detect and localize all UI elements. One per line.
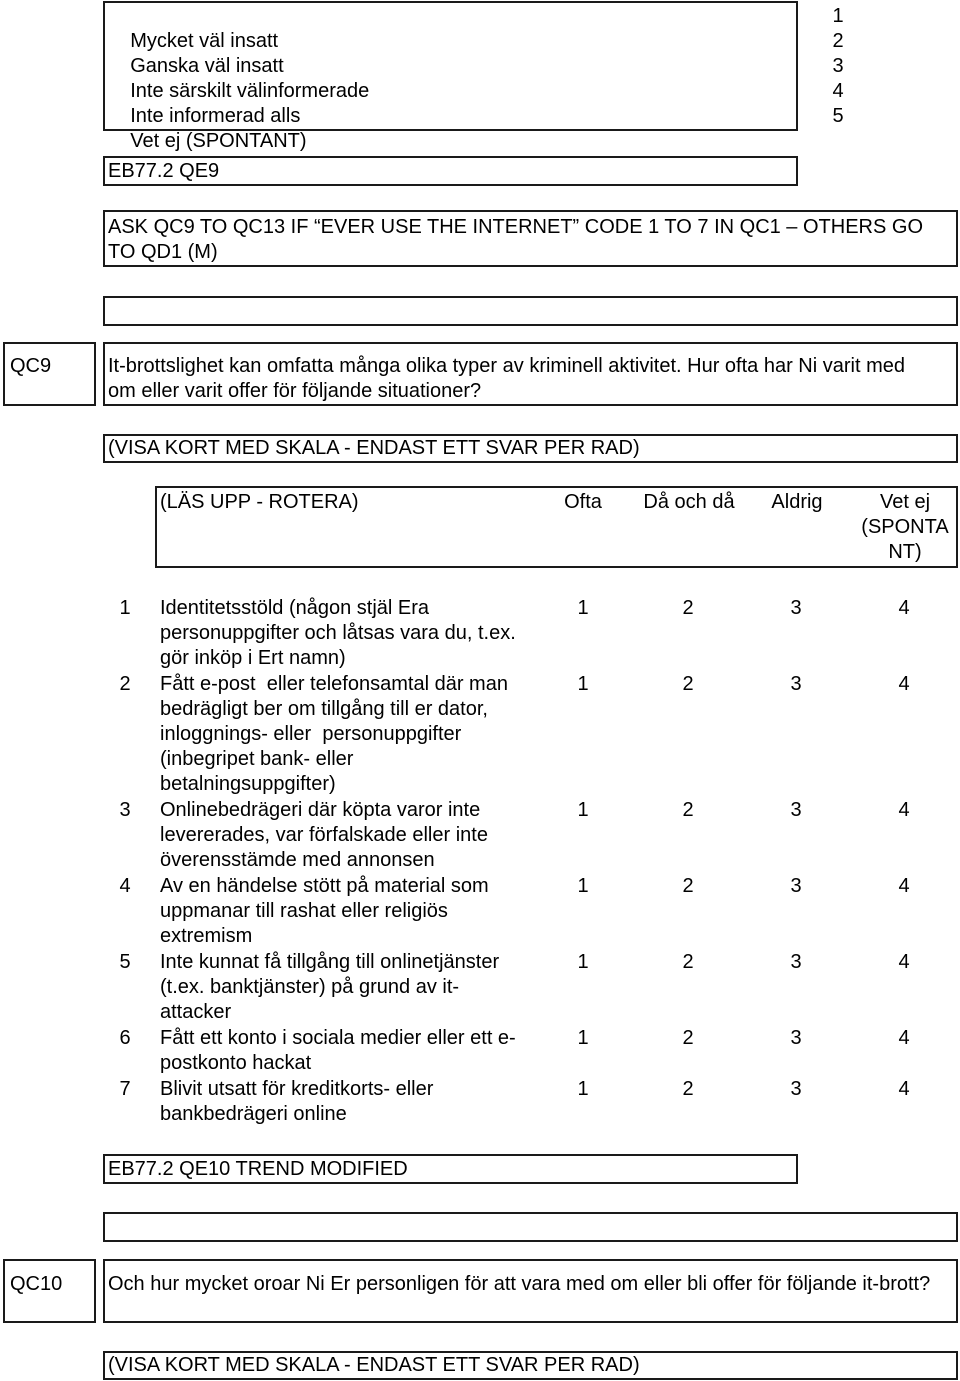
grid-item-row	[0, 874, 960, 949]
grid-item-line: gör inköp i Ert namn)	[160, 647, 346, 669]
grid-item-row	[0, 798, 960, 873]
grid-item-number: 4	[119, 875, 131, 897]
grid-item-code: 4	[898, 673, 910, 695]
grid-item-line: personuppgifter och låtsas vara du, t.ex.	[160, 622, 516, 644]
question-line: om eller varit offer för följande situationer?	[108, 380, 482, 402]
grid-item-line: uppmanar till rashat eller religiös	[160, 900, 448, 922]
question-line: It-brottslighet kan omfatta många olika typer av kriminell aktivitet. Hur ofta har Ni varit med	[108, 355, 905, 377]
grid-item-code: 3	[790, 673, 802, 695]
answer-scale-box	[103, 1, 844, 152]
grid-header-item-label: (LÄS UPP - ROTERA)	[160, 491, 359, 513]
grid-item-code: 3	[790, 799, 802, 821]
grid-item-line: (inbegripet bank- eller	[160, 748, 354, 770]
grid-item-code: 3	[790, 951, 802, 973]
grid-item-line: bedrägligt ber om tillgång till er dator,	[160, 698, 488, 720]
grid-item-number: 2	[119, 673, 131, 695]
source-reference-qe10	[103, 1154, 798, 1184]
source-reference-text: EB77.2 QE9	[108, 160, 220, 182]
grid-item-code: 3	[790, 597, 802, 619]
grid-header-column-dont-know	[855, 490, 955, 565]
grid-header	[155, 486, 958, 568]
answer-option-code: 2	[832, 30, 844, 52]
grid-item-code: 4	[898, 875, 910, 897]
grid-item-line: Fått e-post eller telefonsamtal där man	[160, 673, 508, 695]
source-reference-text: EB77.2 QE10 TREND MODIFIED	[108, 1158, 408, 1180]
grid-item-line: Onlinebedrägeri där köpta varor inte	[160, 799, 481, 821]
grid-item-line: Inte kunnat få tillgång till onlinetjänster	[160, 951, 500, 973]
question-line: Och hur mycket oroar Ni Er personligen för att vara med om eller bli offer för följande it-brott?	[108, 1273, 931, 1295]
qc9-item-list	[0, 596, 960, 1128]
grid-item-line: (t.ex. banktjänster) på grund av it-	[160, 976, 460, 998]
filter-instruction-line: TO QD1 (M)	[108, 241, 218, 263]
grid-item-line: bankbedrägeri online	[160, 1103, 347, 1125]
grid-item-number: 6	[119, 1027, 131, 1049]
grid-item-code: 1	[577, 673, 589, 695]
answer-option-code: 1	[832, 5, 844, 27]
grid-item-text	[160, 798, 550, 873]
filter-instruction-line: ASK QC9 TO QC13 IF “EVER USE THE INTERNET” CODE 1 TO 7 IN QC1 – OTHERS GO	[108, 216, 923, 238]
answer-option-label: Inte särskilt välinformerade	[130, 80, 370, 102]
grid-item-code: 3	[790, 875, 802, 897]
grid-item-code: 3	[790, 1078, 802, 1100]
answer-option	[108, 4, 844, 52]
grid-item-code: 3	[790, 1027, 802, 1049]
question-id-qc10	[3, 1259, 96, 1323]
grid-header-column-often: Ofta	[564, 491, 602, 513]
grid-item-text	[160, 950, 550, 1025]
grid-item-line: attacker	[160, 1001, 232, 1023]
card-instruction-text: (VISA KORT MED SKALA - ENDAST ETT SVAR PER RAD)	[108, 437, 640, 459]
question-id-qc9	[3, 342, 96, 406]
grid-item-text	[160, 672, 550, 797]
answer-option-code: 4	[832, 80, 844, 102]
answer-option-label: Ganska väl insatt	[130, 55, 284, 77]
grid-item-number: 1	[119, 597, 131, 619]
grid-item-row	[0, 1077, 960, 1127]
grid-item-code: 4	[898, 1027, 910, 1049]
empty-box	[103, 1212, 958, 1242]
grid-item-line: överensstämde med annonsen	[160, 849, 435, 871]
source-reference-qe9	[103, 156, 798, 186]
grid-item-code: 1	[577, 1078, 589, 1100]
grid-item-code: 4	[898, 597, 910, 619]
grid-header-column-never: Aldrig	[771, 491, 823, 513]
grid-item-row	[0, 596, 960, 671]
grid-item-code: 4	[898, 951, 910, 973]
grid-header-column-sometimes: Då och då	[643, 491, 735, 513]
card-instruction-qc9	[103, 434, 958, 463]
answer-option-label: Inte informerad alls	[130, 105, 301, 127]
grid-item-line: postkonto hackat	[160, 1052, 312, 1074]
grid-item-code: 2	[682, 1027, 694, 1049]
grid-item-code: 4	[898, 1078, 910, 1100]
card-instruction-text: (VISA KORT MED SKALA - ENDAST ETT SVAR PER RAD)	[108, 1354, 640, 1376]
answer-option-code: 3	[832, 55, 844, 77]
grid-item-row	[0, 1026, 960, 1076]
grid-item-code: 2	[682, 799, 694, 821]
grid-item-text	[160, 1077, 550, 1127]
grid-item-text	[160, 596, 550, 671]
question-text-qc10	[103, 1259, 958, 1323]
grid-item-code: 2	[682, 597, 694, 619]
grid-item-code: 2	[682, 951, 694, 973]
grid-item-number: 7	[119, 1078, 131, 1100]
grid-item-line: levererades, var förfalskade eller inte	[160, 824, 488, 846]
grid-item-number: 3	[119, 799, 131, 821]
question-id-text: QC9	[10, 355, 52, 377]
grid-item-line: extremism	[160, 925, 253, 947]
grid-item-row	[0, 950, 960, 1025]
grid-item-code: 1	[577, 875, 589, 897]
question-text-qc9	[103, 342, 958, 406]
grid-item-code: 2	[682, 673, 694, 695]
grid-item-code: 1	[577, 597, 589, 619]
grid-item-text	[160, 1026, 550, 1076]
grid-item-code: 2	[682, 875, 694, 897]
answer-option	[108, 54, 844, 102]
grid-item-line: Identitetsstöld (någon stjäl Era	[160, 597, 430, 619]
grid-item-number: 5	[119, 951, 131, 973]
question-id-text: QC10	[10, 1273, 63, 1295]
answer-option	[108, 29, 844, 77]
grid-item-line: Blivit utsatt för kreditkorts- eller	[160, 1078, 434, 1100]
grid-item-code: 1	[577, 951, 589, 973]
grid-item-code: 2	[682, 1078, 694, 1100]
grid-item-line: inloggnings- eller personuppgifter	[160, 723, 462, 745]
answer-option-label: Mycket väl insatt	[130, 30, 279, 52]
answer-option-label: Vet ej (SPONTANT)	[130, 130, 307, 152]
grid-item-code: 4	[898, 799, 910, 821]
grid-header-dont-know-line: NT)	[888, 541, 922, 563]
empty-box	[103, 296, 958, 326]
grid-header-dont-know-line: (SPONTA	[861, 516, 949, 538]
grid-item-line: Fått ett konto i sociala medier eller ett e-	[160, 1027, 516, 1049]
grid-item-row	[0, 672, 960, 797]
grid-item-line: Av en händelse stött på material som	[160, 875, 489, 897]
filter-instruction	[103, 210, 958, 267]
answer-option	[108, 79, 844, 127]
card-instruction-qc10	[103, 1351, 958, 1380]
answer-option-code: 5	[832, 105, 844, 127]
answer-option	[108, 104, 844, 152]
grid-item-code: 1	[577, 1027, 589, 1049]
grid-header-dont-know-line: Vet ej	[879, 491, 931, 513]
grid-item-text	[160, 874, 550, 949]
grid-item-line: betalningsuppgifter)	[160, 773, 336, 795]
grid-item-code: 1	[577, 799, 589, 821]
